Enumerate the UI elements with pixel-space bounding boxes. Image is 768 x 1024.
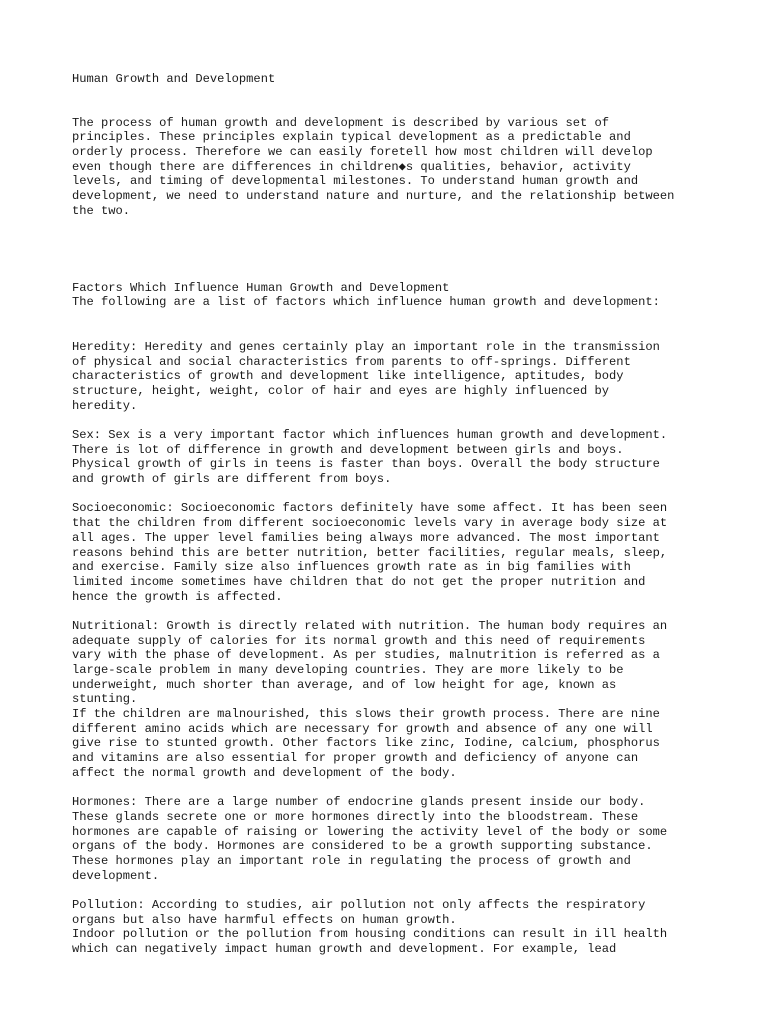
text-line: Hormones: There are a large number of endocrine glands present inside our body. [72, 795, 646, 810]
text-line: hormones are capable of raising or lowering the activity level of the body or some [72, 824, 668, 839]
paragraph-hormones [72, 795, 712, 883]
text-line: heredity. [72, 398, 138, 413]
text-line: These glands secrete one or more hormones directly into the bloodstream. These [72, 809, 639, 824]
text-line: large-scale problem in many developing countries. They are more likely to be [72, 663, 624, 677]
text-line: Indoor pollution or the pollution from housing conditions can result in ill health [72, 927, 668, 942]
intro-paragraph [72, 116, 712, 219]
text-line: even though there are differences in children◆s qualities, behavior, activity [72, 159, 631, 174]
text-line: development. [72, 868, 160, 883]
text-line: and growth of girls are different from boys. [72, 472, 392, 487]
document-title: Human Growth and Development [72, 72, 276, 86]
text-line: of physical and social characteristics from parents to off-springs. Different [72, 354, 631, 369]
text-line: These hormones play an important role in regulating the process of growth and [72, 853, 631, 868]
text-line: vary with the phase of development. As per studies, malnutrition is referred as a [72, 648, 660, 663]
text-line: different amino acids which are necessary for growth and absence of any one will [72, 721, 653, 736]
text-line: principles. These principles explain typical development as a predictable and [72, 130, 631, 145]
spacer [72, 87, 712, 116]
paragraph-socioeconomic [72, 501, 712, 604]
text-line: all ages. The upper level families being always more advanced. The most important [72, 530, 660, 545]
spacer [72, 310, 712, 335]
document-page [72, 72, 712, 957]
spacer [72, 781, 712, 796]
text-line: development, we need to understand nature and nurture, and the relationship between [72, 189, 675, 204]
text-line: Socioeconomic: Socioeconomic factors definitely have some affect. It has been seen [72, 501, 668, 516]
text-line: reasons behind this are better nutrition, better facilities, regular meals, sleep, [72, 545, 668, 560]
text-line: stunting. [72, 692, 138, 707]
text-line: adequate supply of calories for its normal growth and this need of requirements [72, 633, 646, 648]
text-line: levels, and timing of developmental milestones. To understand human growth and [72, 174, 639, 189]
text-line: Nutritional: Growth is directly related with nutrition. The human body requires an [72, 618, 668, 633]
paragraph-sex [72, 428, 712, 487]
text-line: and vitamins are also essential for proper growth and deficiency of anyone can [72, 751, 639, 766]
text-line: and exercise. Family size also influences growth rate as in big families with [72, 560, 631, 575]
text-line: which can negatively impact human growth and development. For example, lead [72, 942, 617, 957]
text-line: organs of the body. Hormones are considered to be a growth supporting substance. [72, 839, 653, 854]
text-line: organs but also have harmful effects on human growth. [72, 912, 457, 927]
text-line: There is lot of difference in growth and development between girls and boys. [72, 442, 624, 457]
text-line: the two. [72, 203, 131, 218]
text-line: If the children are malnourished, this slows their growth process. There are nine [72, 707, 660, 722]
spacer [72, 256, 712, 281]
text-line: underweight, much shorter than average, and of low height for age, known as [72, 677, 617, 692]
text-line: structure, height, weight, color of hair and eyes are highly influenced by [72, 383, 610, 398]
text-line: hence the growth is affected. [72, 589, 283, 604]
text-line: characteristics of growth and development like intelligence, aptitudes, body [72, 369, 624, 384]
text-line: orderly process. Therefore we can easily foretell how most children will develop [72, 145, 653, 160]
spacer [72, 413, 712, 428]
text-line: Physical growth of girls in teens is faster than boys. Overall the body structure [72, 457, 660, 472]
text-line: give rise to stunted growth. Other factors like zinc, Iodine, calcium, phosphorus [72, 736, 660, 751]
text-line: limited income sometimes have children that do not get the proper nutrition and [72, 574, 646, 589]
text-line: that the children from different socioeconomic levels vary in average body size at [72, 516, 668, 531]
text-line: Pollution: According to studies, air pollution not only affects the respiratory [72, 898, 646, 912]
text-line: affect the normal growth and development of the body. [72, 765, 457, 780]
paragraph-heredity [72, 340, 712, 413]
section-intro: The following are a list of factors which influence human growth and development: [72, 295, 660, 310]
text-line: Sex: Sex is a very important factor which influences human growth and development. [72, 428, 668, 442]
spacer [72, 883, 712, 898]
paragraph-nutritional [72, 619, 712, 781]
paragraph-pollution [72, 898, 712, 957]
spacer [72, 219, 712, 256]
spacer [72, 604, 712, 619]
section-heading: Factors Which Influence Human Growth and Development [72, 280, 450, 295]
text-line: The process of human growth and development is described by various set of [72, 115, 610, 130]
spacer [72, 487, 712, 502]
text-line: Heredity: Heredity and genes certainly play an important role in the transmission [72, 339, 660, 354]
